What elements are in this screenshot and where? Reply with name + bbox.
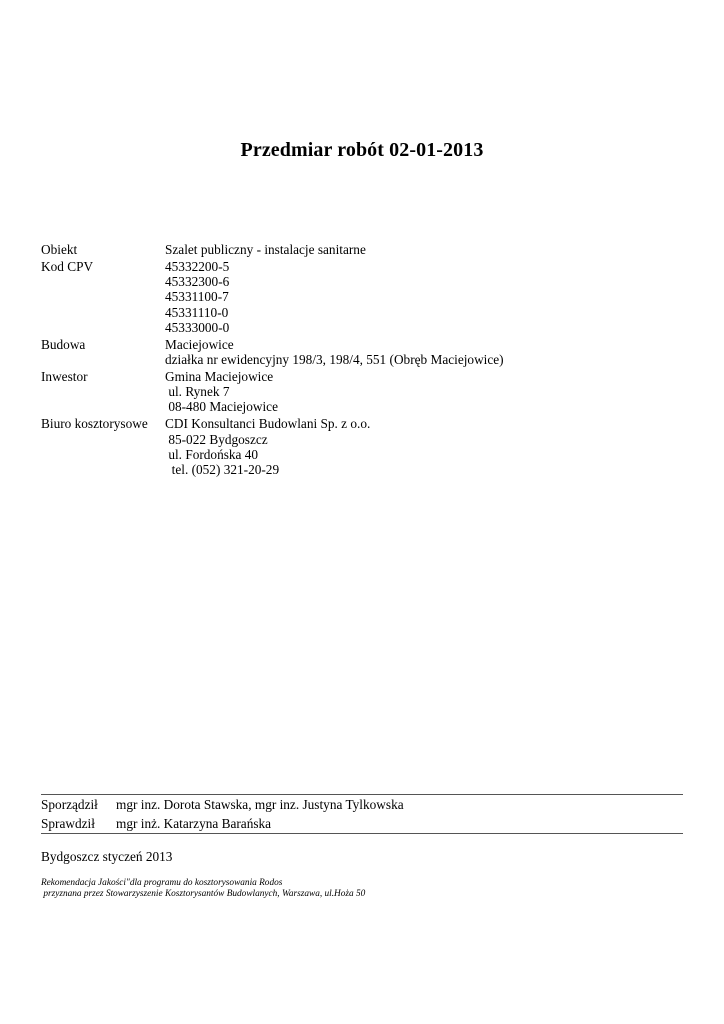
info-values-obiekt	[165, 242, 504, 257]
footer-note-line2: przyznana przez Stowarzyszenie Kosztorysantów Budowlanych, Warszawa, ul.Hoża 50	[41, 889, 366, 899]
info-value-line: ul. Fordońska 40	[165, 446, 259, 462]
info-row-biuro	[41, 416, 504, 477]
info-value-line: 45332300-6	[165, 274, 230, 290]
info-row-inwestor	[41, 369, 504, 415]
info-values-biuro	[165, 416, 504, 477]
info-value-line: CDI Konsultanci Budowlani Sp. z o.o.	[165, 416, 371, 432]
document-title: Przedmiar robót 02-01-2013	[240, 139, 484, 161]
signature-row-sprawdzil	[41, 816, 271, 832]
info-row-kod-cpv	[41, 259, 504, 335]
info-value-line: działka nr ewidencyjny 198/3, 198/4, 551 (Obręb Maciejowice)	[165, 352, 504, 368]
info-value-line: 85-022 Bydgoszcz	[165, 431, 268, 447]
info-value-line: Gmina Maciejowice	[165, 369, 274, 385]
info-value-line: Szalet publiczny - instalacje sanitarne	[165, 242, 366, 257]
info-label-inwestor: Inwestor	[41, 369, 88, 385]
info-value-line: tel. (052) 321-20-29	[165, 462, 280, 478]
signature-top-divider	[41, 794, 683, 795]
signature-bottom-divider	[41, 833, 683, 834]
info-label-kod-cpv: Kod CPV	[41, 259, 94, 274]
info-values-inwestor	[165, 369, 504, 415]
info-value-line: 45331110-0	[165, 304, 229, 320]
sprawdzil-value: mgr inż. Katarzyna Barańska	[116, 816, 272, 831]
place-and-date: Bydgoszcz styczeń 2013	[41, 849, 173, 864]
info-value-line: 08-480 Maciejowice	[165, 399, 278, 415]
info-values-budowa	[165, 337, 504, 367]
info-value-line: ul. Rynek 7	[165, 384, 230, 400]
info-value-line: 45332200-5	[165, 259, 230, 274]
info-values-kod-cpv	[165, 259, 504, 335]
info-label-biuro: Biuro kosztorysowe	[41, 416, 148, 432]
info-row-obiekt	[41, 242, 504, 257]
sprawdzil-label: Sprawdził	[41, 816, 95, 831]
sporzadzil-label: Sporządził	[41, 797, 98, 812]
info-label-budowa: Budowa	[41, 336, 86, 352]
info-label-obiekt: Obiekt	[41, 242, 78, 257]
info-value-line: 45331100-7	[165, 289, 229, 305]
info-value-line: 45333000-0	[165, 319, 230, 335]
info-value-line: Maciejowice	[165, 336, 234, 352]
footer-note-line1: Rekomendacja Jakości"dla programu do kosztorysowania Rodos	[41, 878, 283, 888]
signature-row-sporzadzil	[41, 797, 404, 813]
info-row-budowa	[41, 337, 504, 367]
project-info-table	[41, 242, 504, 479]
sporzadzil-value: mgr inz. Dorota Stawska, mgr inz. Justyna Tylkowska	[116, 797, 404, 812]
